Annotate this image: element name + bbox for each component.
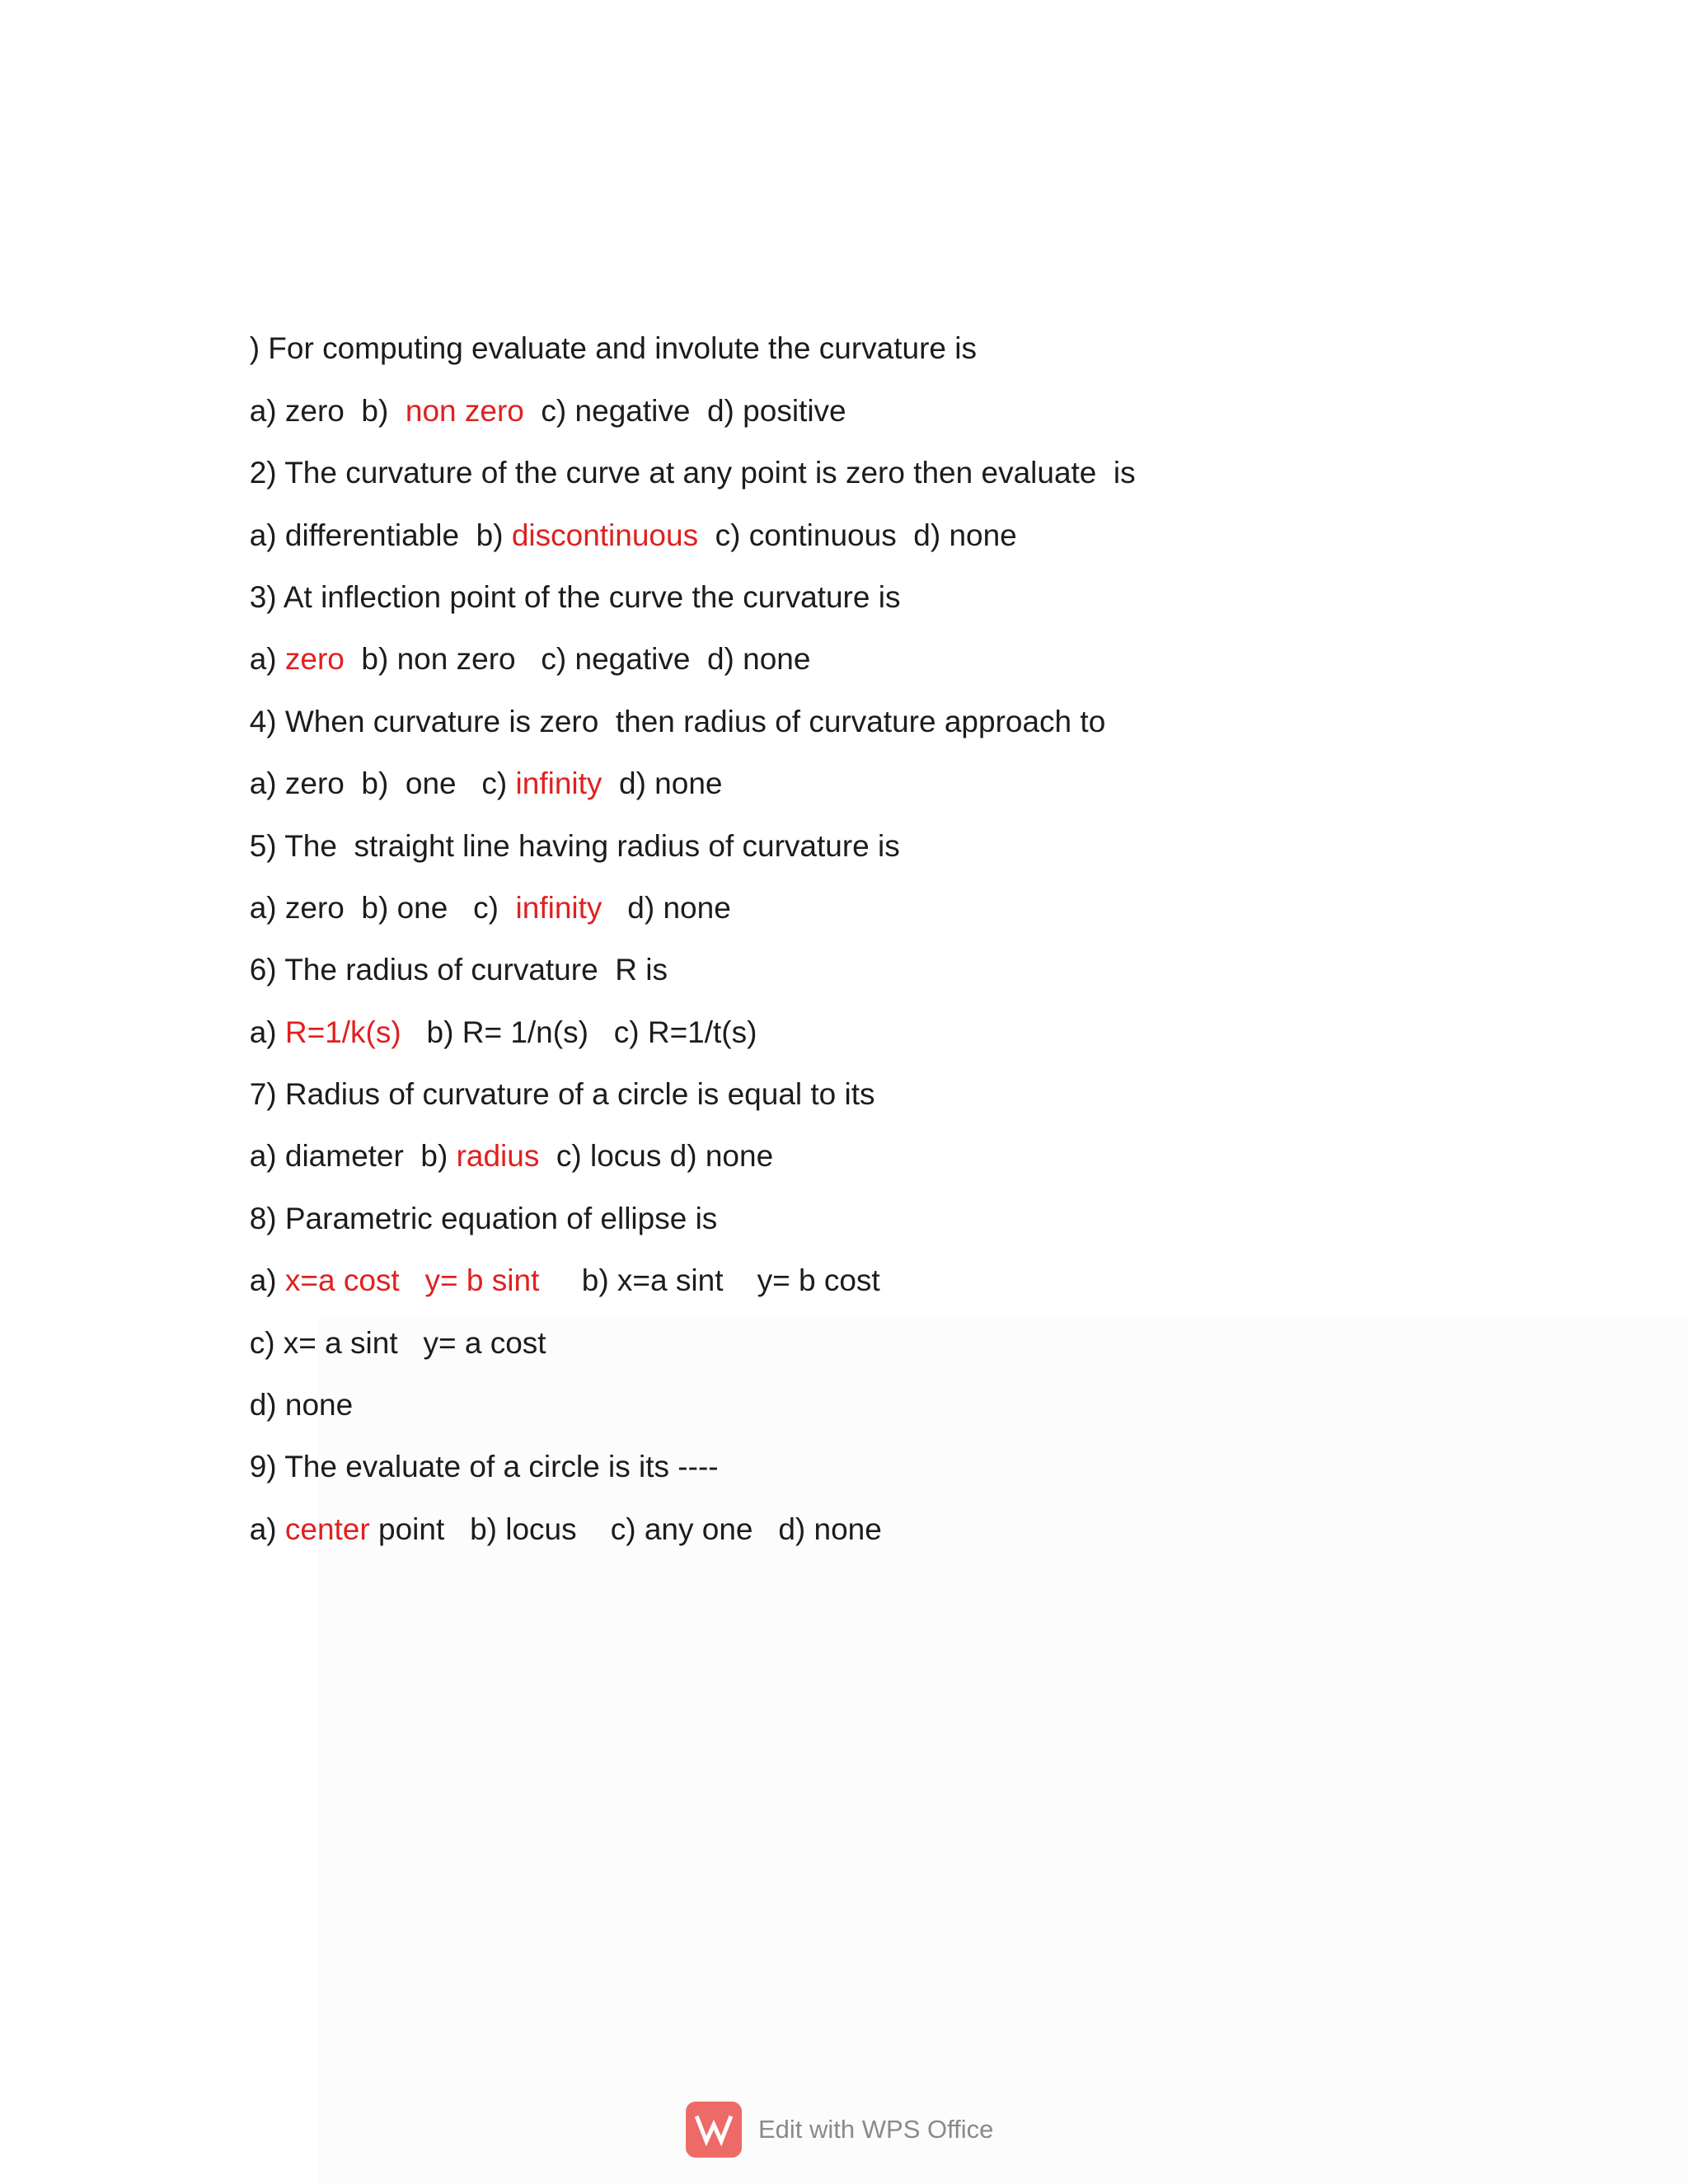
line-text: a) diameter b) (249, 1139, 457, 1174)
correct-answer: discontinuous (511, 518, 699, 552)
correct-answer: R=1/k(s) (284, 1015, 401, 1049)
line-text: a) zero b) one c) (249, 890, 516, 925)
line-text: 7) Radius of curvature of a circle is equal to its (249, 1077, 875, 1112)
line-text: a) (249, 1263, 285, 1298)
line-text: c) locus d) none (539, 1139, 774, 1174)
question-line (199, 1374, 1517, 1484)
correct-answer: x=a cost y= b sint (284, 1263, 540, 1298)
line-text: b) x=a sint y= b cost (539, 1263, 880, 1298)
line-text: c) x= a sint y= a cost (249, 1325, 546, 1360)
wps-w-glyph-icon (695, 2113, 733, 2146)
line-text: 9) The evaluate of a circle is its ---- (249, 1450, 719, 1484)
correct-answer: radius (456, 1139, 540, 1174)
line-text: 3) At inflection point of the curve the curvature is (249, 579, 901, 614)
line-text: 6) The radius of curvature R is (249, 953, 668, 987)
line-text: a) (249, 1511, 285, 1546)
question-list (199, 255, 1517, 1546)
line-text: 4) When curvature is zero then radius of curvature approach to (249, 704, 1106, 738)
correct-answer: infinity (515, 766, 603, 801)
wps-edit-label[interactable]: Edit with WPS Office (758, 2115, 994, 2144)
line-text: d) none (602, 890, 731, 925)
correct-answer: zero (284, 642, 345, 677)
line-text: point b) locus c) any one d) none (369, 1511, 882, 1546)
line-text: a) (249, 642, 285, 677)
line-text: c) negative d) positive (523, 393, 846, 428)
wps-edit-banner[interactable] (686, 2102, 993, 2158)
line-text: 2) The curvature of the curve at any point is zero then evaluate is (249, 456, 1136, 490)
line-text: a) zero b) one c) (249, 766, 516, 801)
correct-answer: non zero (405, 393, 524, 428)
line-text: c) continuous d) none (698, 518, 1017, 552)
question-line (199, 255, 1517, 366)
line-text: a) differentiable b) (249, 518, 512, 552)
line-text: 5) The straight line having radius of curvature is (249, 828, 900, 863)
correct-answer: center (284, 1511, 370, 1546)
line-text: a) (249, 1015, 285, 1049)
line-text: ) For computing evaluate and involute the curvature is (249, 331, 977, 366)
wps-office-logo-icon (686, 2102, 742, 2158)
line-text: d) none (249, 1388, 354, 1422)
line-text: d) none (602, 766, 723, 801)
line-text: b) non zero c) negative d) none (344, 642, 811, 677)
line-text: a) zero b) (249, 393, 406, 428)
line-text: 8) Parametric equation of ellipse is (249, 1201, 718, 1235)
correct-answer: infinity (515, 890, 603, 925)
line-text: b) R= 1/n(s) c) R=1/t(s) (401, 1015, 757, 1049)
